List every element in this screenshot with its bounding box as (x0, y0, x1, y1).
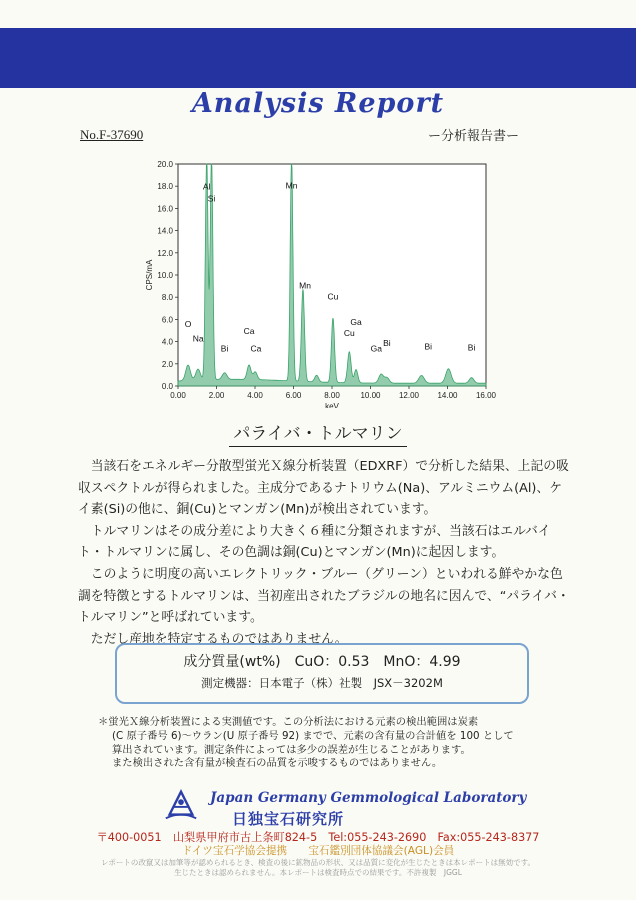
peak-label-si-1: Si (207, 193, 216, 204)
y-tick-label-2: 4.0 (161, 337, 173, 347)
measurement-device: 測定機器：日本電子（株）社製 JSX－3202M (201, 676, 443, 690)
report-subtitle: ー分析報告書ー (428, 129, 520, 144)
y-tick-label-8: 16.0 (157, 204, 173, 214)
y-tick-label-5: 10.0 (157, 271, 173, 280)
lab-association: ドイツ宝石学協会提携 宝石鑑別団体協議会(AGL)会員 (181, 845, 455, 857)
peak-label-cu-9: Cu (327, 291, 339, 302)
x-tick-label-5: 10.00 (360, 391, 381, 400)
footnote-line-4: また検出された含有量が検査石の品質を示唆するものではありません。 (112, 757, 443, 770)
disclaimer-line-2: 生じたときは認められません。本レポートは検査時点での結果です。不許複製 JGGL (174, 868, 462, 877)
footnotes (98, 716, 558, 771)
peak-label-ca-6: Ca (250, 343, 262, 354)
composition-result: 成分質量(wt%) CuO：0.53 MnO：4.99 (183, 654, 461, 670)
lab-name-en: Japan Germany Gemmological Laboratory (210, 790, 527, 806)
x-tick-label-8: 16.00 (475, 391, 497, 400)
analysis-paragraph-1: 当該石をエネルギー分散型蛍光Ｘ線分析装置（EDXRF）で分析した結果、上記の吸収スペクトルが得られました。主成分であるナトリウム(Na)、アルミニウム(Al)、ケイ素(Si)の他に、銅(Cu)とマンガン(Mn)が検出されています。 (78, 459, 569, 518)
y-tick-label-10: 20.0 (157, 160, 173, 169)
gem-name (0, 419, 636, 444)
report-title: Analysis Report (191, 88, 445, 119)
x-tick-label-2: 4.00 (247, 391, 263, 400)
lab-address: 〒400-0051 山梨県甲府市古上条町824-5 Tel:055-243-2690 Fax:055-243-8377 (96, 831, 540, 844)
peak-label-al-0: Al (202, 181, 211, 192)
y-tick-label-9: 18.0 (157, 182, 173, 192)
y-tick-label-4: 8.0 (161, 293, 173, 303)
disclaimer (0, 858, 636, 878)
peak-label-na-3: Na (192, 333, 204, 344)
x-tick-label-1: 2.00 (208, 391, 225, 400)
spectrum-svg (140, 158, 500, 408)
analysis-paragraph-3: このように明度の高いエレクトリック・ブルー（グリーン）といわれる鮮やかな色調を特徴とするトルマリンは、当初産出されたブラジルの地名に因んで、“パライバ・トルマリン”と呼ばれています。 (78, 566, 570, 626)
y-tick-label-6: 12.0 (157, 248, 173, 258)
gem-name-text: パライバ・トルマリン (229, 424, 406, 447)
y-tick-label-0: 0.0 (161, 382, 173, 391)
analysis-paragraph-4: ただし産地を特定するものではありません。 (90, 631, 348, 647)
footnote-line-3: 算出されています。測定条件によっては多少の誤差が生じることがあります。 (112, 743, 471, 756)
y-tick-label-7: 14.0 (157, 226, 173, 236)
peak-label-bi-15: Bi (467, 342, 476, 353)
peak-label-mn-8: Mn (299, 280, 311, 291)
report-number: No.F-37690 (80, 127, 144, 142)
x-tick-label-7: 14.00 (437, 391, 458, 400)
spectrum-chart (140, 158, 500, 408)
footnote-line-1: ＊蛍光Ｘ線分析装置による実測値です。この分析法における元素の検出範囲は炭素 (98, 716, 479, 728)
result-box (115, 643, 529, 704)
x-tick-label-3: 6.00 (285, 391, 302, 400)
peak-label-ga-10: Ga (350, 316, 362, 327)
peak-label-cu-11: Cu (343, 328, 355, 339)
peak-label-ca-5: Ca (243, 325, 255, 336)
x-axis-label: keV (325, 402, 339, 408)
peak-label-o-2: O (184, 319, 192, 330)
x-tick-label-0: 0.00 (170, 391, 186, 400)
y-tick-label-3: 6.0 (161, 315, 173, 325)
peak-label-bi-14: Bi (424, 341, 433, 352)
peak-label-ga-12: Ga (370, 343, 382, 354)
analysis-paragraph-2: トルマリンはその成分差により大きく６種に分類されますが、当該石はエルバイト・トルマリンに属し、その色調は銅(Cu)とマンガン(Mn)に起因します。 (78, 523, 551, 561)
header-band (0, 28, 636, 88)
y-tick-label-1: 2.0 (161, 359, 173, 369)
peak-label-mn-7: Mn (285, 180, 298, 191)
peak-label-bi-13: Bi (383, 338, 391, 349)
x-tick-label-6: 12.00 (398, 391, 420, 400)
x-tick-label-4: 8.00 (324, 391, 340, 400)
footnote-line-2: (C 原子番号 6)～ウラン(U 原子番号 92) までで、元素の含有量の合計値を 100 として (112, 729, 514, 742)
y-axis-label: CPS/mA (145, 259, 154, 291)
disclaimer-line-1: レポートの改竄又は加筆等が認められるとき、検査の後に鉱物品の形状、又は品質に変化が生じたときは本レポートは無効です。 (100, 858, 536, 867)
analysis-text (78, 456, 570, 650)
peak-label-bi-4: Bi (220, 343, 229, 354)
lab-name-jp: 日独宝石研究所 (232, 810, 345, 828)
lab-logo-icon (162, 786, 200, 824)
